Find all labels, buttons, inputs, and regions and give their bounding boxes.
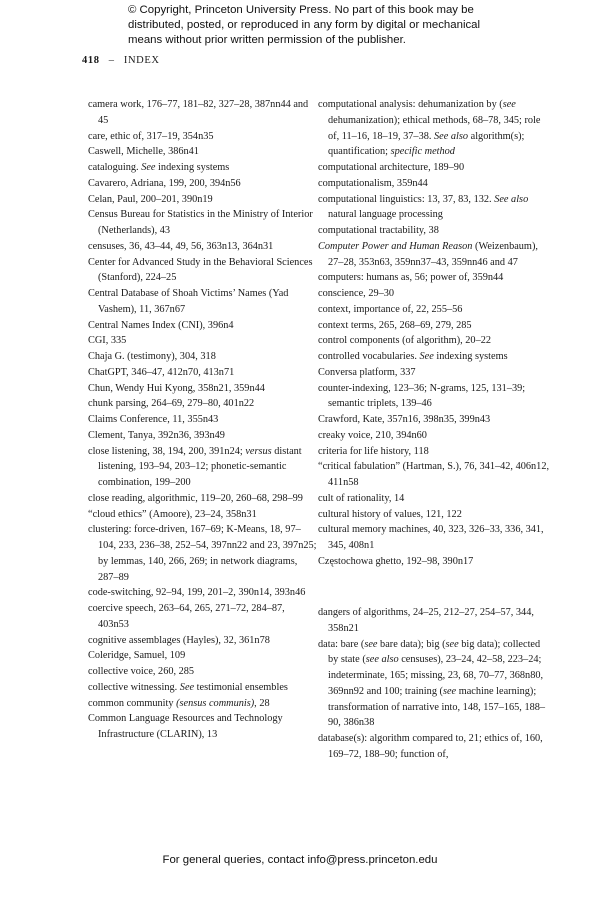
index-entry: context, importance of, 22, 255–56 — [318, 303, 463, 315]
index-entry: Caswell, Michelle, 386n41 — [88, 146, 199, 158]
index-entry: creaky voice, 210, 394n60 — [318, 429, 427, 441]
index-entry: Częstochowa ghetto, 192–98, 390n17 — [318, 555, 474, 567]
index-entry: “cloud ethics” (Amoore), 23–24, 358n31 — [88, 508, 257, 520]
index-entry: Coleridge, Samuel, 109 — [88, 650, 186, 662]
index-entry: computers: humans as, 56; power of, 359n44 — [318, 272, 504, 284]
section-title: INDEX — [123, 55, 160, 66]
index-entry: Chaja G. (testimony), 304, 318 — [88, 351, 216, 362]
index-entry: Cavarero, Adriana, 199, 200, 394n56 — [88, 177, 241, 189]
index-entry: CGI, 335 — [88, 335, 127, 347]
index-entry: computational tractability, 38 — [318, 225, 439, 236]
index-entry: Celan, Paul, 200–201, 390n19 — [88, 193, 213, 205]
index-column-right — [318, 97, 553, 763]
index-entry: camera work, 176–77, 181–82, 327–28, 387nn44 and 45 — [88, 99, 309, 126]
copyright-line: distributed, posted, or reproduced in any form by digital or mechanical — [128, 19, 481, 31]
index-entry: counter-indexing, 123–36; N-grams, 125, 131–39; semantic triplets, 139–46 — [318, 382, 526, 410]
index-entry: cultural history of values, 121, 122 — [318, 508, 462, 520]
running-head-separator: – — [108, 55, 115, 66]
index-entry: collective voice, 260, 285 — [88, 666, 195, 677]
index-entry: care, ethic of, 317–19, 354n35 — [88, 130, 214, 142]
index-entry: Central Database of Shoah Victims’ Names (Yad Vashem), 11, 367n67 — [88, 288, 289, 315]
copyright-notice — [128, 3, 488, 48]
index-entry: cataloguing. See indexing systems — [88, 162, 230, 173]
index-entry: computationalism, 359n44 — [318, 177, 428, 189]
index-entry: chunk parsing, 264–69, 279–80, 401n22 — [88, 398, 255, 410]
index-entry: coercive speech, 263–64, 265, 271–72, 284–87, 403n53 — [88, 603, 285, 630]
index-entry: dangers of algorithms, 24–25, 212–27, 254–57, 344, 358n21 — [318, 607, 534, 634]
index-entry: collective witnessing. See testimonial ensembles — [88, 681, 288, 693]
index-entry: code-switching, 92–94, 199, 201–2, 390n14, 393n46 — [88, 587, 306, 599]
index-entry: conscience, 29–30 — [318, 288, 395, 299]
index-entry: Claims Conference, 11, 355n43 — [88, 414, 219, 425]
index-entry: Central Names Index (CNI), 396n4 — [88, 319, 234, 331]
index-entry: Conversa platform, 337 — [318, 366, 416, 378]
index-column-left — [88, 97, 318, 743]
index-entry: clustering: force-driven, 167–69; K-Means, 18, 97–104, 233, 236–38, 252–54, 397nn22 and 23, 397n25; by lemmas, 140, 266, 269; in network diagrams, 287–89 — [88, 524, 317, 583]
index-entry: controlled vocabularies. See indexing systems — [318, 351, 508, 362]
running-head — [82, 55, 160, 66]
copyright-line: © Copyright, Princeton University Press. No part of this book may be — [128, 4, 474, 16]
index-entry: ChatGPT, 346–47, 412n70, 413n71 — [88, 366, 235, 378]
index-entry: context terms, 265, 268–69, 279, 285 — [318, 319, 472, 331]
index-entry: cult of rationality, 14 — [318, 492, 405, 504]
index-entry: Common Language Resources and Technology Infrastructure (CLARIN), 13 — [88, 713, 283, 740]
letter-gap — [318, 580, 553, 595]
index-entry: close reading, algorithmic, 119–20, 260–68, 298–99 — [88, 492, 303, 504]
index-entry: Computer Power and Human Reason (Weizenbaum), 27–28, 353n63, 359nn37–43, 359nn46 and 47 — [318, 240, 538, 268]
index-entry: close listening, 38, 194, 200, 391n24; versus distant listening, 193–94, 203–12; phonetic-semantic combination, 199–200 — [88, 445, 302, 488]
page-number: 418 — [82, 55, 100, 66]
index-entry: Chun, Wendy Hui Kyong, 358n21, 359n44 — [88, 382, 265, 394]
index-entry: censuses, 36, 43–44, 49, 56, 363n13, 364n31 — [88, 240, 274, 252]
index-entry: cultural memory machines, 40, 323, 326–33, 336, 341, 345, 408n1 — [318, 524, 544, 551]
copyright-line: means without prior written permission of the publisher. — [128, 34, 406, 46]
index-entry: computational analysis: dehumanization by (see dehumanization); ethical methods, 68–78, 345; role of, 11–16, 18–19, 37–38. See also algorithm(s); quantification; specific method — [318, 99, 541, 158]
index-entry: database(s): algorithm compared to, 21; ethics of, 160, 169–72, 188–90; function of, — [318, 733, 543, 760]
index-entry: cognitive assemblages (Hayles), 32, 361n78 — [88, 634, 270, 646]
index-entry: control components (of algorithm), 20–22 — [318, 335, 492, 347]
index-entry: Crawford, Kate, 357n16, 398n35, 399n43 — [318, 414, 491, 425]
index-entry: Clement, Tanya, 392n36, 393n49 — [88, 429, 225, 441]
index-entry: data: bare (see bare data); big (see big data); collected by state (see also censuses), 23–24, 42–58, 223–24; indeterminate, 165; missing, 23, 68, 70–77, 368n80, 369nn92 and 100; training (see machine learning); transformation of narrative into, 148, 157–165, 188–90, 386n38 — [318, 638, 546, 729]
index-entry: criteria for life history, 118 — [318, 445, 429, 457]
index-entry: computational architecture, 189–90 — [318, 162, 465, 173]
index-entry: common community (sensus communis), 28 — [88, 697, 270, 709]
footer-contact: For general queries, contact info@press.princeton.edu — [162, 854, 438, 866]
index-entry: Center for Advanced Study in the Behavioral Sciences (Stanford), 224–25 — [88, 256, 313, 284]
index-entry: computational linguistics: 13, 37, 83, 132. See also natural language processing — [318, 193, 529, 221]
index-entry: Census Bureau for Statistics in the Ministry of Interior (Netherlands), 43 — [88, 209, 313, 236]
index-entry: “critical fabulation” (Hartman, S.), 76, 341–42, 406n12, 411n58 — [318, 461, 550, 488]
